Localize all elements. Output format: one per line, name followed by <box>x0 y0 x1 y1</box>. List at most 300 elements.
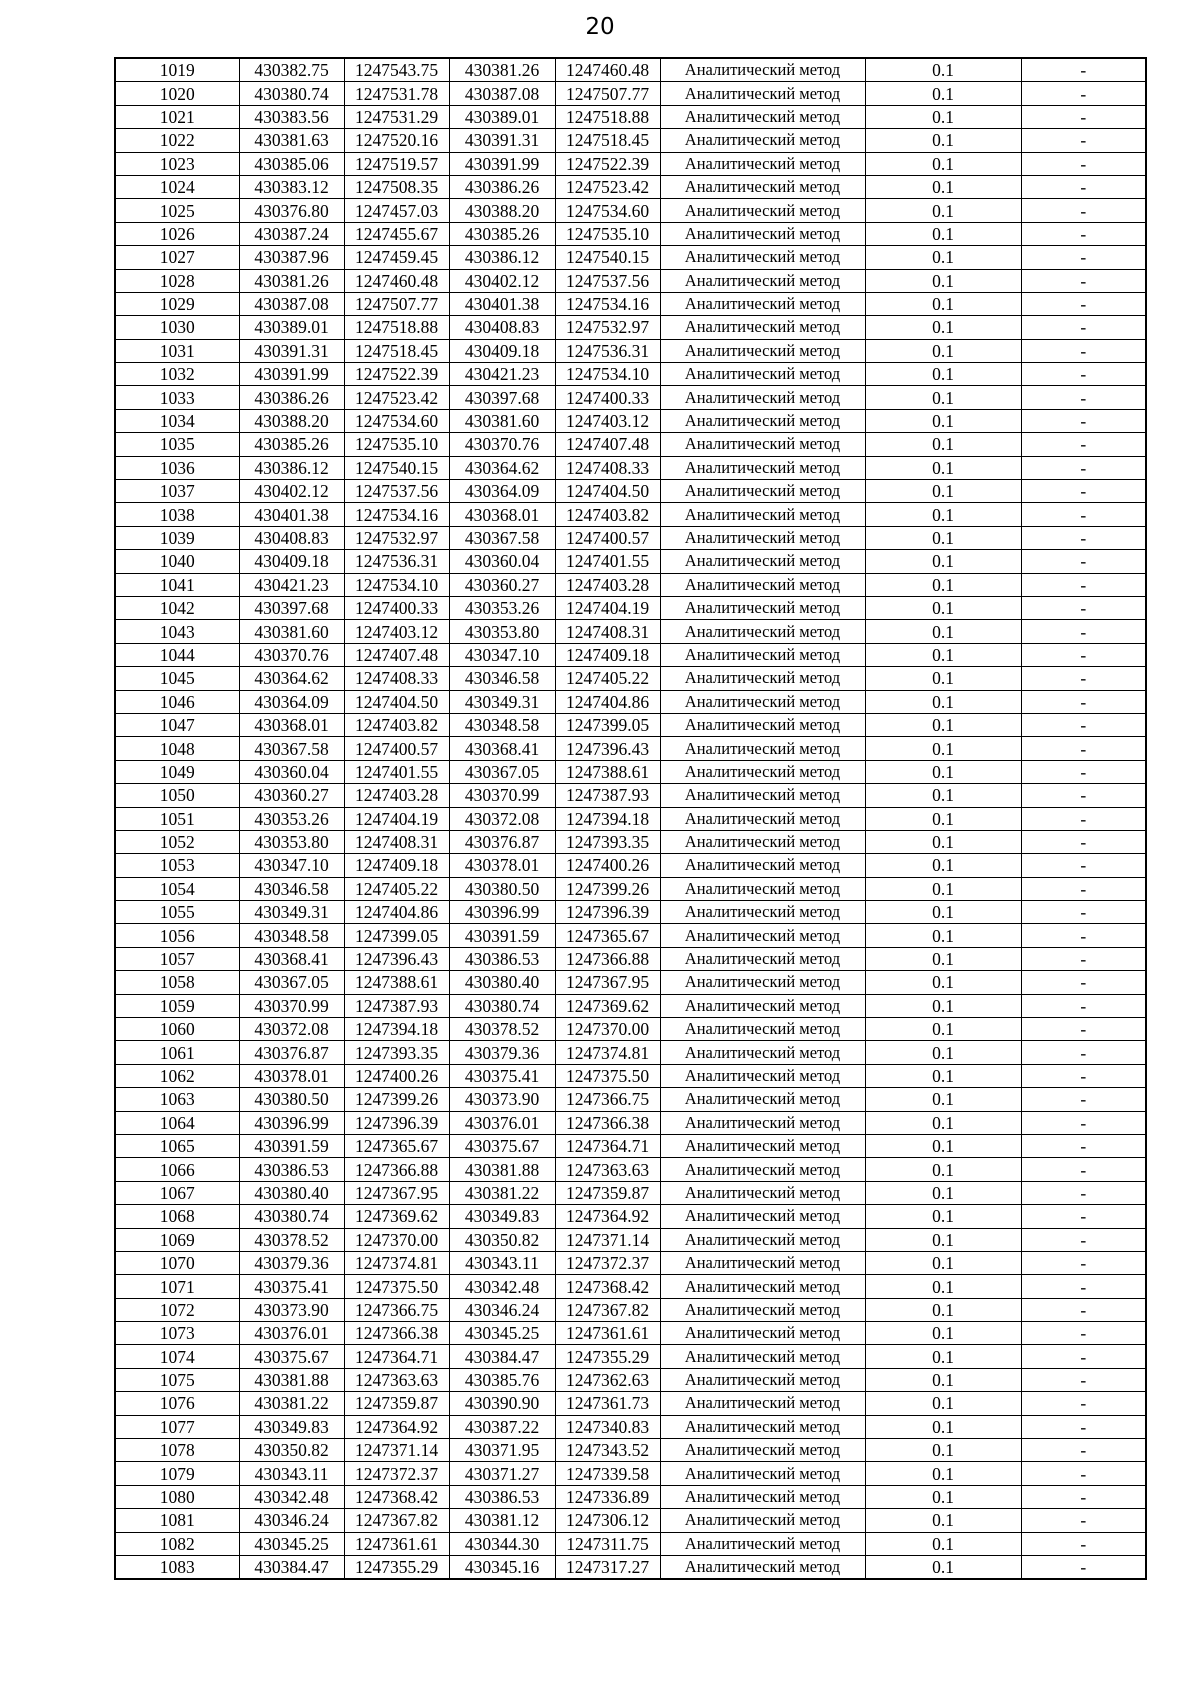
point-number-cell: 1026 <box>115 222 239 245</box>
note-cell: - <box>1021 667 1146 690</box>
y2-cell: 1247394.18 <box>555 807 660 830</box>
table-row <box>115 1134 1146 1157</box>
x1-cell: 430378.01 <box>239 1064 344 1087</box>
accuracy-cell: 0.1 <box>865 1251 1021 1274</box>
table-row <box>115 596 1146 619</box>
y2-cell: 1247367.82 <box>555 1298 660 1321</box>
y2-cell: 1247370.00 <box>555 1018 660 1041</box>
table-row <box>115 947 1146 970</box>
method-cell: Аналитический метод <box>660 901 865 924</box>
accuracy-cell: 0.1 <box>865 409 1021 432</box>
point-number-cell: 1030 <box>115 316 239 339</box>
point-number-cell: 1074 <box>115 1345 239 1368</box>
y1-cell: 1247365.67 <box>344 1134 449 1157</box>
note-cell: - <box>1021 175 1146 198</box>
accuracy-cell: 0.1 <box>865 456 1021 479</box>
accuracy-cell: 0.1 <box>865 760 1021 783</box>
x1-cell: 430381.63 <box>239 129 344 152</box>
x2-cell: 430391.99 <box>449 152 555 175</box>
method-cell: Аналитический метод <box>660 1018 865 1041</box>
y1-cell: 1247543.75 <box>344 58 449 82</box>
x2-cell: 430381.88 <box>449 1158 555 1181</box>
accuracy-cell: 0.1 <box>865 1368 1021 1391</box>
point-number-cell: 1032 <box>115 363 239 386</box>
x1-cell: 430409.18 <box>239 550 344 573</box>
point-number-cell: 1063 <box>115 1088 239 1111</box>
method-cell: Аналитический метод <box>660 1275 865 1298</box>
x1-cell: 430391.59 <box>239 1134 344 1157</box>
table-row <box>115 1556 1146 1580</box>
note-cell: - <box>1021 363 1146 386</box>
note-cell: - <box>1021 246 1146 269</box>
y1-cell: 1247531.29 <box>344 105 449 128</box>
x2-cell: 430408.83 <box>449 316 555 339</box>
method-cell: Аналитический метод <box>660 784 865 807</box>
y2-cell: 1247403.12 <box>555 409 660 432</box>
accuracy-cell: 0.1 <box>865 1134 1021 1157</box>
y1-cell: 1247387.93 <box>344 994 449 1017</box>
x2-cell: 430388.20 <box>449 199 555 222</box>
y1-cell: 1247455.67 <box>344 222 449 245</box>
method-cell: Аналитический метод <box>660 1064 865 1087</box>
x2-cell: 430364.09 <box>449 480 555 503</box>
y1-cell: 1247409.18 <box>344 854 449 877</box>
note-cell: - <box>1021 105 1146 128</box>
y1-cell: 1247375.50 <box>344 1275 449 1298</box>
note-cell: - <box>1021 433 1146 456</box>
x2-cell: 430367.58 <box>449 526 555 549</box>
method-cell: Аналитический метод <box>660 1462 865 1485</box>
point-number-cell: 1067 <box>115 1181 239 1204</box>
method-cell: Аналитический метод <box>660 1368 865 1391</box>
note-cell: - <box>1021 1415 1146 1438</box>
table-row <box>115 1111 1146 1134</box>
x1-cell: 430367.58 <box>239 737 344 760</box>
x1-cell: 430386.12 <box>239 456 344 479</box>
note-cell: - <box>1021 1111 1146 1134</box>
method-cell: Аналитический метод <box>660 947 865 970</box>
method-cell: Аналитический метод <box>660 1158 865 1181</box>
x2-cell: 430367.05 <box>449 760 555 783</box>
method-cell: Аналитический метод <box>660 58 865 82</box>
point-number-cell: 1024 <box>115 175 239 198</box>
y2-cell: 1247518.88 <box>555 105 660 128</box>
y2-cell: 1247537.56 <box>555 269 660 292</box>
y2-cell: 1247362.63 <box>555 1368 660 1391</box>
y2-cell: 1247536.31 <box>555 339 660 362</box>
x1-cell: 430353.80 <box>239 830 344 853</box>
note-cell: - <box>1021 82 1146 105</box>
point-number-cell: 1083 <box>115 1556 239 1580</box>
point-number-cell: 1054 <box>115 877 239 900</box>
method-cell: Аналитический метод <box>660 667 865 690</box>
x2-cell: 430346.58 <box>449 667 555 690</box>
table-row <box>115 901 1146 924</box>
y2-cell: 1247540.15 <box>555 246 660 269</box>
point-number-cell: 1064 <box>115 1111 239 1134</box>
table-row <box>115 503 1146 526</box>
note-cell: - <box>1021 901 1146 924</box>
point-number-cell: 1029 <box>115 292 239 315</box>
y2-cell: 1247532.97 <box>555 316 660 339</box>
table-row <box>115 877 1146 900</box>
y1-cell: 1247366.38 <box>344 1322 449 1345</box>
note-cell: - <box>1021 1532 1146 1555</box>
method-cell: Аналитический метод <box>660 1134 865 1157</box>
point-number-cell: 1041 <box>115 573 239 596</box>
note-cell: - <box>1021 573 1146 596</box>
y1-cell: 1247401.55 <box>344 760 449 783</box>
y2-cell: 1247523.42 <box>555 175 660 198</box>
y1-cell: 1247537.56 <box>344 480 449 503</box>
note-cell: - <box>1021 1205 1146 1228</box>
x2-cell: 430389.01 <box>449 105 555 128</box>
note-cell: - <box>1021 1509 1146 1532</box>
method-cell: Аналитический метод <box>660 760 865 783</box>
accuracy-cell: 0.1 <box>865 620 1021 643</box>
accuracy-cell: 0.1 <box>865 807 1021 830</box>
note-cell: - <box>1021 409 1146 432</box>
note-cell: - <box>1021 854 1146 877</box>
x1-cell: 430375.67 <box>239 1345 344 1368</box>
method-cell: Аналитический метод <box>660 854 865 877</box>
y2-cell: 1247507.77 <box>555 82 660 105</box>
accuracy-cell: 0.1 <box>865 1064 1021 1087</box>
x2-cell: 430360.04 <box>449 550 555 573</box>
table-row <box>115 152 1146 175</box>
note-cell: - <box>1021 994 1146 1017</box>
accuracy-cell: 0.1 <box>865 877 1021 900</box>
y2-cell: 1247408.33 <box>555 456 660 479</box>
x1-cell: 430360.27 <box>239 784 344 807</box>
y2-cell: 1247317.27 <box>555 1556 660 1580</box>
x1-cell: 430381.22 <box>239 1392 344 1415</box>
method-cell: Аналитический метод <box>660 713 865 736</box>
y2-cell: 1247408.31 <box>555 620 660 643</box>
method-cell: Аналитический метод <box>660 1485 865 1508</box>
y2-cell: 1247366.38 <box>555 1111 660 1134</box>
point-number-cell: 1046 <box>115 690 239 713</box>
y2-cell: 1247400.33 <box>555 386 660 409</box>
accuracy-cell: 0.1 <box>865 971 1021 994</box>
table-row <box>115 1345 1146 1368</box>
point-number-cell: 1077 <box>115 1415 239 1438</box>
method-cell: Аналитический метод <box>660 1181 865 1204</box>
x2-cell: 430370.76 <box>449 433 555 456</box>
y2-cell: 1247393.35 <box>555 830 660 853</box>
table-row <box>115 1439 1146 1462</box>
accuracy-cell: 0.1 <box>865 854 1021 877</box>
x1-cell: 430350.82 <box>239 1439 344 1462</box>
method-cell: Аналитический метод <box>660 1111 865 1134</box>
table-row <box>115 1368 1146 1391</box>
point-number-cell: 1081 <box>115 1509 239 1532</box>
accuracy-cell: 0.1 <box>865 292 1021 315</box>
y1-cell: 1247532.97 <box>344 526 449 549</box>
point-number-cell: 1057 <box>115 947 239 970</box>
y1-cell: 1247460.48 <box>344 269 449 292</box>
x2-cell: 430387.08 <box>449 82 555 105</box>
accuracy-cell: 0.1 <box>865 1439 1021 1462</box>
accuracy-cell: 0.1 <box>865 1018 1021 1041</box>
note-cell: - <box>1021 480 1146 503</box>
table-row <box>115 1041 1146 1064</box>
point-number-cell: 1042 <box>115 596 239 619</box>
accuracy-cell: 0.1 <box>865 1415 1021 1438</box>
table-row <box>115 199 1146 222</box>
y2-cell: 1247407.48 <box>555 433 660 456</box>
point-number-cell: 1068 <box>115 1205 239 1228</box>
table-row <box>115 1298 1146 1321</box>
note-cell: - <box>1021 1018 1146 1041</box>
table-row <box>115 1415 1146 1438</box>
table-row <box>115 433 1146 456</box>
point-number-cell: 1034 <box>115 409 239 432</box>
note-cell: - <box>1021 58 1146 82</box>
y2-cell: 1247339.58 <box>555 1462 660 1485</box>
y2-cell: 1247396.39 <box>555 901 660 924</box>
accuracy-cell: 0.1 <box>865 1345 1021 1368</box>
note-cell: - <box>1021 1064 1146 1087</box>
y1-cell: 1247396.39 <box>344 1111 449 1134</box>
y2-cell: 1247374.81 <box>555 1041 660 1064</box>
x2-cell: 430349.31 <box>449 690 555 713</box>
x2-cell: 430381.12 <box>449 1509 555 1532</box>
note-cell: - <box>1021 924 1146 947</box>
accuracy-cell: 0.1 <box>865 1509 1021 1532</box>
accuracy-cell: 0.1 <box>865 386 1021 409</box>
method-cell: Аналитический метод <box>660 737 865 760</box>
y2-cell: 1247343.52 <box>555 1439 660 1462</box>
x1-cell: 430376.80 <box>239 199 344 222</box>
x2-cell: 430387.22 <box>449 1415 555 1438</box>
table-row <box>115 526 1146 549</box>
x2-cell: 430376.87 <box>449 830 555 853</box>
y2-cell: 1247368.42 <box>555 1275 660 1298</box>
y1-cell: 1247407.48 <box>344 643 449 666</box>
note-cell: - <box>1021 643 1146 666</box>
method-cell: Аналитический метод <box>660 339 865 362</box>
point-number-cell: 1050 <box>115 784 239 807</box>
x1-cell: 430370.99 <box>239 994 344 1017</box>
method-cell: Аналитический метод <box>660 1041 865 1064</box>
accuracy-cell: 0.1 <box>865 1181 1021 1204</box>
accuracy-cell: 0.1 <box>865 58 1021 82</box>
accuracy-cell: 0.1 <box>865 316 1021 339</box>
note-cell: - <box>1021 596 1146 619</box>
x1-cell: 430376.87 <box>239 1041 344 1064</box>
x1-cell: 430383.12 <box>239 175 344 198</box>
note-cell: - <box>1021 1485 1146 1508</box>
x1-cell: 430346.24 <box>239 1509 344 1532</box>
table-row <box>115 1064 1146 1087</box>
note-cell: - <box>1021 316 1146 339</box>
accuracy-cell: 0.1 <box>865 246 1021 269</box>
note-cell: - <box>1021 526 1146 549</box>
x1-cell: 430383.56 <box>239 105 344 128</box>
method-cell: Аналитический метод <box>660 503 865 526</box>
y1-cell: 1247520.16 <box>344 129 449 152</box>
x1-cell: 430368.41 <box>239 947 344 970</box>
x1-cell: 430381.26 <box>239 269 344 292</box>
x2-cell: 430344.30 <box>449 1532 555 1555</box>
y1-cell: 1247404.50 <box>344 690 449 713</box>
y1-cell: 1247408.31 <box>344 830 449 853</box>
y1-cell: 1247405.22 <box>344 877 449 900</box>
y1-cell: 1247404.86 <box>344 901 449 924</box>
method-cell: Аналитический метод <box>660 807 865 830</box>
method-cell: Аналитический метод <box>660 152 865 175</box>
y1-cell: 1247370.00 <box>344 1228 449 1251</box>
y1-cell: 1247534.16 <box>344 503 449 526</box>
x2-cell: 430386.53 <box>449 947 555 970</box>
y1-cell: 1247457.03 <box>344 199 449 222</box>
y2-cell: 1247367.95 <box>555 971 660 994</box>
table-row <box>115 807 1146 830</box>
accuracy-cell: 0.1 <box>865 550 1021 573</box>
y2-cell: 1247364.92 <box>555 1205 660 1228</box>
table-body <box>115 58 1146 1579</box>
x1-cell: 430368.01 <box>239 713 344 736</box>
x2-cell: 430347.10 <box>449 643 555 666</box>
point-number-cell: 1028 <box>115 269 239 292</box>
point-number-cell: 1059 <box>115 994 239 1017</box>
method-cell: Аналитический метод <box>660 1322 865 1345</box>
x1-cell: 430389.01 <box>239 316 344 339</box>
y2-cell: 1247401.55 <box>555 550 660 573</box>
point-number-cell: 1066 <box>115 1158 239 1181</box>
x2-cell: 430397.68 <box>449 386 555 409</box>
note-cell: - <box>1021 1439 1146 1462</box>
accuracy-cell: 0.1 <box>865 1485 1021 1508</box>
y1-cell: 1247367.95 <box>344 1181 449 1204</box>
table-row <box>115 620 1146 643</box>
method-cell: Аналитический метод <box>660 456 865 479</box>
table-row <box>115 58 1146 82</box>
x2-cell: 430386.53 <box>449 1485 555 1508</box>
coordinates-table <box>114 57 1147 1580</box>
note-cell: - <box>1021 713 1146 736</box>
x1-cell: 430391.31 <box>239 339 344 362</box>
y1-cell: 1247361.61 <box>344 1532 449 1555</box>
method-cell: Аналитический метод <box>660 1345 865 1368</box>
note-cell: - <box>1021 503 1146 526</box>
point-number-cell: 1019 <box>115 58 239 82</box>
point-number-cell: 1070 <box>115 1251 239 1274</box>
method-cell: Аналитический метод <box>660 1205 865 1228</box>
accuracy-cell: 0.1 <box>865 363 1021 386</box>
method-cell: Аналитический метод <box>660 1509 865 1532</box>
table-row <box>115 175 1146 198</box>
y1-cell: 1247508.35 <box>344 175 449 198</box>
page-number: 20 <box>585 14 615 40</box>
point-number-cell: 1047 <box>115 713 239 736</box>
note-cell: - <box>1021 386 1146 409</box>
x1-cell: 430349.83 <box>239 1415 344 1438</box>
note-cell: - <box>1021 760 1146 783</box>
y1-cell: 1247404.19 <box>344 807 449 830</box>
x2-cell: 430353.26 <box>449 596 555 619</box>
x1-cell: 430380.74 <box>239 1205 344 1228</box>
accuracy-cell: 0.1 <box>865 784 1021 807</box>
table-row <box>115 830 1146 853</box>
point-number-cell: 1072 <box>115 1298 239 1321</box>
table-row <box>115 760 1146 783</box>
y1-cell: 1247536.31 <box>344 550 449 573</box>
point-number-cell: 1031 <box>115 339 239 362</box>
x2-cell: 430343.11 <box>449 1251 555 1274</box>
accuracy-cell: 0.1 <box>865 1275 1021 1298</box>
point-number-cell: 1075 <box>115 1368 239 1391</box>
point-number-cell: 1033 <box>115 386 239 409</box>
x2-cell: 430368.41 <box>449 737 555 760</box>
y1-cell: 1247518.88 <box>344 316 449 339</box>
y2-cell: 1247405.22 <box>555 667 660 690</box>
note-cell: - <box>1021 1322 1146 1345</box>
x1-cell: 430379.36 <box>239 1251 344 1274</box>
point-number-cell: 1080 <box>115 1485 239 1508</box>
point-number-cell: 1061 <box>115 1041 239 1064</box>
table-row <box>115 737 1146 760</box>
y2-cell: 1247371.14 <box>555 1228 660 1251</box>
x1-cell: 430364.62 <box>239 667 344 690</box>
x1-cell: 430386.53 <box>239 1158 344 1181</box>
y1-cell: 1247522.39 <box>344 363 449 386</box>
x2-cell: 430380.50 <box>449 877 555 900</box>
method-cell: Аналитический метод <box>660 269 865 292</box>
method-cell: Аналитический метод <box>660 971 865 994</box>
method-cell: Аналитический метод <box>660 363 865 386</box>
method-cell: Аналитический метод <box>660 1251 865 1274</box>
note-cell: - <box>1021 1392 1146 1415</box>
x2-cell: 430346.24 <box>449 1298 555 1321</box>
x1-cell: 430386.26 <box>239 386 344 409</box>
y2-cell: 1247366.88 <box>555 947 660 970</box>
y2-cell: 1247388.61 <box>555 760 660 783</box>
y2-cell: 1247518.45 <box>555 129 660 152</box>
y1-cell: 1247518.45 <box>344 339 449 362</box>
method-cell: Аналитический метод <box>660 924 865 947</box>
y2-cell: 1247361.73 <box>555 1392 660 1415</box>
y2-cell: 1247400.26 <box>555 854 660 877</box>
y2-cell: 1247534.60 <box>555 199 660 222</box>
method-cell: Аналитический метод <box>660 433 865 456</box>
method-cell: Аналитический метод <box>660 596 865 619</box>
note-cell: - <box>1021 784 1146 807</box>
method-cell: Аналитический метод <box>660 1088 865 1111</box>
x2-cell: 430364.62 <box>449 456 555 479</box>
point-number-cell: 1065 <box>115 1134 239 1157</box>
x2-cell: 430391.31 <box>449 129 555 152</box>
x1-cell: 430380.50 <box>239 1088 344 1111</box>
note-cell: - <box>1021 292 1146 315</box>
method-cell: Аналитический метод <box>660 1228 865 1251</box>
accuracy-cell: 0.1 <box>865 1556 1021 1580</box>
accuracy-cell: 0.1 <box>865 994 1021 1017</box>
x2-cell: 430353.80 <box>449 620 555 643</box>
y1-cell: 1247388.61 <box>344 971 449 994</box>
x2-cell: 430384.47 <box>449 1345 555 1368</box>
y2-cell: 1247306.12 <box>555 1509 660 1532</box>
method-cell: Аналитический метод <box>660 316 865 339</box>
y2-cell: 1247403.82 <box>555 503 660 526</box>
method-cell: Аналитический метод <box>660 246 865 269</box>
x1-cell: 430391.99 <box>239 363 344 386</box>
accuracy-cell: 0.1 <box>865 830 1021 853</box>
accuracy-cell: 0.1 <box>865 737 1021 760</box>
x1-cell: 430342.48 <box>239 1485 344 1508</box>
accuracy-cell: 0.1 <box>865 1392 1021 1415</box>
